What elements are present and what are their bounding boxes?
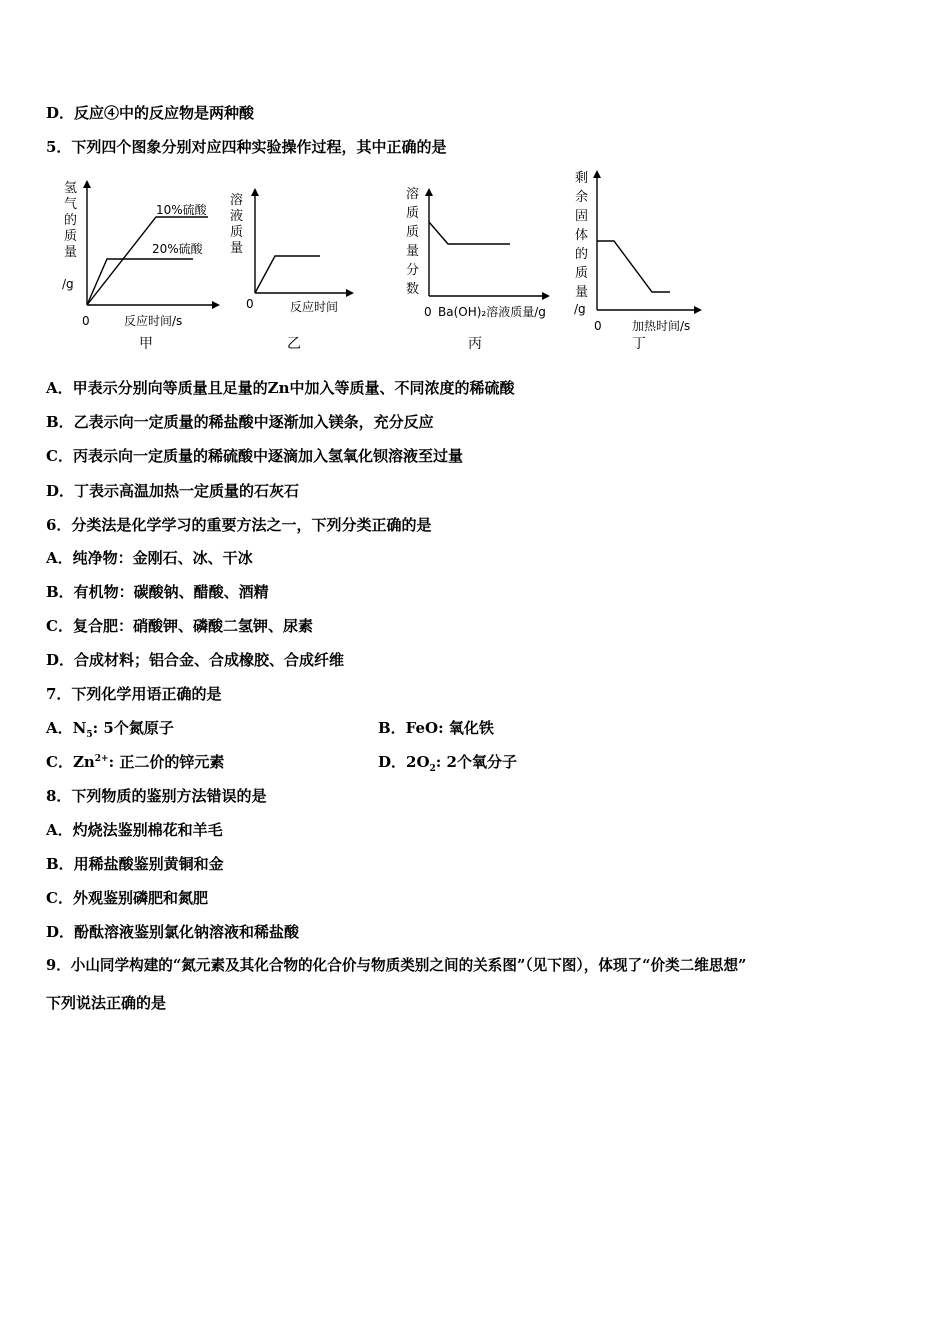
q8-option-a: A．灼烧法鉴别棉花和羊毛 xyxy=(46,821,223,839)
q7-option-a: A．$N_5$: 5个氮原子 xyxy=(46,719,174,740)
ding-ylabel-7: 量 xyxy=(575,285,589,300)
q5-option-c: C．丙表示向一定质量的稀硫酸中逐滴加入氢氧化钡溶液至过量 xyxy=(46,447,463,465)
ding-ylabel-3: 固 xyxy=(575,209,589,224)
ding-ylabel-6: 质 xyxy=(575,266,589,281)
ding-xlabel: 加热时间/s xyxy=(632,319,691,333)
q8-stem: 8．下列物质的鉴别方法错误的是 xyxy=(46,787,267,805)
q9-stem-line2: 下列说法正确的是 xyxy=(46,994,167,1012)
jia-ylabel-6: /g xyxy=(62,277,74,291)
graph-yi xyxy=(230,190,352,352)
bing-caption: 丙 xyxy=(468,336,482,352)
graph-bing xyxy=(406,186,548,352)
q5-option-a: A．甲表示分别向等质量且足量的Zn中加入等质量、不同浓度的稀硫酸 xyxy=(46,379,515,397)
yi-xlabel: 反应时间 xyxy=(290,300,339,314)
jia-origin: 0 xyxy=(82,314,90,328)
yi-ylabel-2: 液 xyxy=(230,209,244,224)
q7-stem: 7．下列化学用语正确的是 xyxy=(46,685,222,703)
q5-option-d: D．丁表示高温加热一定质量的石灰石 xyxy=(46,482,300,500)
graph-jia xyxy=(62,181,218,352)
ding-ylabel-5: 的 xyxy=(575,247,589,262)
q6-option-b: B．有机物：碳酸钠、醋酸、酒精 xyxy=(46,583,269,601)
q6-option-d: D．合成材料；铝合金、合成橡胶、合成纤维 xyxy=(46,651,345,669)
jia-xlabel: 反应时间/s xyxy=(124,314,183,328)
jia-ylabel-1: 氢 xyxy=(64,181,78,196)
q9-stem-line1: 9．小山同学构建的“氮元素及其化合物的化合价与物质类别之间的关系图”（见下图），体现了“价类二维思想” xyxy=(46,957,747,974)
yi-ylabel-1: 溶 xyxy=(230,193,244,208)
bing-ylabel-4: 量 xyxy=(406,244,420,259)
bing-ylabel-5: 分 xyxy=(406,263,420,278)
bing-ylabel-3: 质 xyxy=(406,225,420,240)
graph-ding xyxy=(574,171,700,352)
ding-ylabel-1: 剩 xyxy=(575,171,589,186)
q6-option-c: C．复合肥：硝酸钾、磷酸二氢钾、尿素 xyxy=(46,617,313,635)
jia-ylabel-3: 的 xyxy=(64,213,78,228)
q5-stem: 5．下列四个图象分别对应四种实验操作过程，其中正确的是 xyxy=(46,138,447,156)
q6-stem: 6．分类法是化学学习的重要方法之一，下列分类正确的是 xyxy=(46,516,432,534)
q5-figures xyxy=(0,162,950,362)
ding-ylabel-8: /g xyxy=(574,302,586,316)
yi-curve xyxy=(255,256,320,293)
jia-caption: 甲 xyxy=(139,336,153,352)
bing-curve xyxy=(429,222,510,244)
bing-xlabel: Ba(OH)₂溶液质量/g xyxy=(438,305,546,319)
q7-option-d: D．$2O_2$: 2个氧分子 xyxy=(378,753,517,774)
q5-option-b: B．乙表示向一定质量的稀盐酸中逐渐加入镁条，充分反应 xyxy=(46,413,434,431)
ding-ylabel-4: 体 xyxy=(575,228,589,243)
q8-option-b: B．用稀盐酸鉴别黄铜和金 xyxy=(46,855,224,873)
q4-option-d: D．反应④中的反应物是两种酸 xyxy=(46,104,255,122)
jia-ylabel-5: 量 xyxy=(64,245,78,260)
q7-option-c: C．$Zn^{2+}$: 正二价的锌元素 xyxy=(46,753,225,771)
q8-option-c: C．外观鉴别磷肥和氮肥 xyxy=(46,889,208,907)
yi-ylabel-3: 质 xyxy=(230,225,244,240)
q6-option-a: A．纯净物：金刚石、冰、干冰 xyxy=(46,549,253,567)
yi-origin: 0 xyxy=(246,297,254,311)
yi-caption: 乙 xyxy=(287,336,301,352)
jia-ylabel-2: 气 xyxy=(64,197,78,212)
ding-curve xyxy=(597,241,670,292)
q7-option-b: B．FeO: 氧化铁 xyxy=(378,719,494,737)
bing-origin: 0 xyxy=(424,305,432,319)
bing-ylabel-6: 数 xyxy=(406,282,420,297)
jia-ylabel-4: 质 xyxy=(64,229,78,244)
jia-label-10pct: 10%硫酸 xyxy=(156,203,207,217)
jia-line-10pct xyxy=(87,217,208,305)
ding-caption: 丁 xyxy=(632,336,646,352)
bing-ylabel-2: 质 xyxy=(406,206,420,221)
bing-ylabel-1: 溶 xyxy=(406,187,420,202)
q8-option-d: D．酚酞溶液鉴别氯化钠溶液和稀盐酸 xyxy=(46,923,300,941)
ding-ylabel-2: 余 xyxy=(575,190,589,205)
jia-label-20pct: 20%硫酸 xyxy=(152,242,203,256)
ding-origin: 0 xyxy=(594,319,602,333)
jia-line-20pct xyxy=(87,259,193,305)
yi-ylabel-4: 量 xyxy=(230,241,244,256)
